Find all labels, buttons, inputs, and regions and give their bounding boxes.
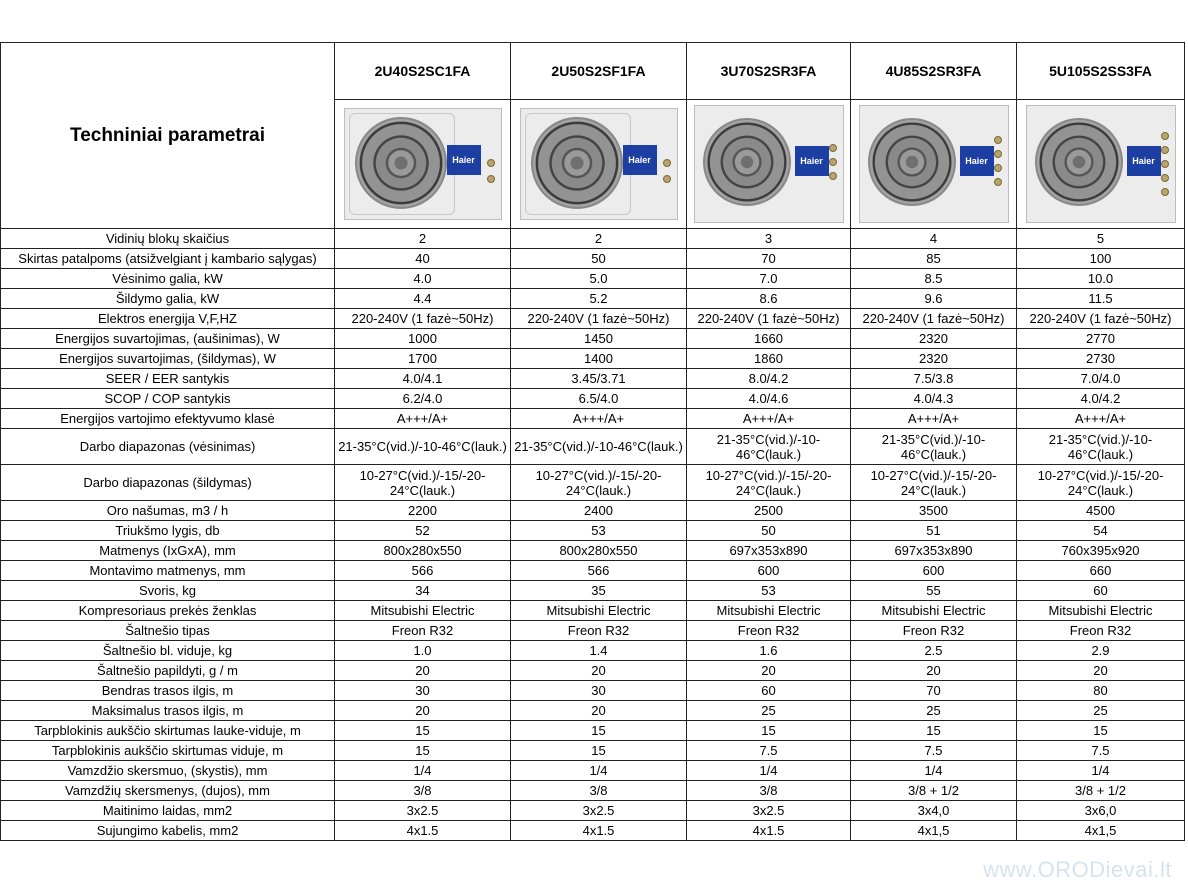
model-header-row xyxy=(1,43,1185,100)
parameter-value: 15 xyxy=(335,721,511,741)
parameter-value: 220-240V (1 fazė~50Hz) xyxy=(851,309,1017,329)
parameter-value: 1.0 xyxy=(335,641,511,661)
table-row xyxy=(1,389,1185,409)
parameter-label: Bendras trasos ilgis, m xyxy=(1,681,335,701)
parameter-value: 15 xyxy=(1017,721,1185,741)
parameter-value: 3.45/3.71 xyxy=(511,369,687,389)
parameter-value: Mitsubishi Electric xyxy=(1017,601,1185,621)
table-row xyxy=(1,661,1185,681)
table-row xyxy=(1,409,1185,429)
parameter-value: 10-27°C(vid.)/-15/-20-24°C(lauk.) xyxy=(687,465,851,501)
parameter-value: 4.0 xyxy=(335,269,511,289)
table-row xyxy=(1,561,1185,581)
parameter-value: 697x353x890 xyxy=(851,541,1017,561)
parameter-value: 3x2.5 xyxy=(335,801,511,821)
parameter-value: Mitsubishi Electric xyxy=(511,601,687,621)
table-row xyxy=(1,329,1185,349)
parameter-value: 1/4 xyxy=(335,761,511,781)
parameter-value: 3x4,0 xyxy=(851,801,1017,821)
parameter-value: A+++/A+ xyxy=(851,409,1017,429)
table-row xyxy=(1,465,1185,501)
parameter-value: 5.0 xyxy=(511,269,687,289)
table-row xyxy=(1,621,1185,641)
parameter-value: 3/8 xyxy=(335,781,511,801)
parameter-value: 15 xyxy=(851,721,1017,741)
parameter-value: 20 xyxy=(851,661,1017,681)
parameter-value: 3/8 + 1/2 xyxy=(851,781,1017,801)
table-row xyxy=(1,821,1185,841)
parameter-value: 7.0/4.0 xyxy=(1017,369,1185,389)
table-row xyxy=(1,681,1185,701)
parameter-label: Šaltnešio bl. viduje, kg xyxy=(1,641,335,661)
parameter-value: 4x1.5 xyxy=(687,821,851,841)
parameter-value: 10.0 xyxy=(1017,269,1185,289)
parameter-label: Sujungimo kabelis, mm2 xyxy=(1,821,335,841)
parameter-label: Skirtas patalpoms (atsižvelgiant į kambario sąlygas) xyxy=(1,249,335,269)
parameter-value: 85 xyxy=(851,249,1017,269)
outdoor-unit-image xyxy=(344,108,502,220)
parameter-value: Freon R32 xyxy=(335,621,511,641)
parameter-value: 4x1,5 xyxy=(851,821,1017,841)
parameter-value: 20 xyxy=(335,701,511,721)
parameter-value: 8.0/4.2 xyxy=(687,369,851,389)
parameter-value: 15 xyxy=(511,741,687,761)
parameter-value: A+++/A+ xyxy=(687,409,851,429)
parameter-label: Energijos vartojimo efektyvumo klasė xyxy=(1,409,335,429)
fan-icon xyxy=(355,117,447,209)
haier-logo: Haier xyxy=(795,146,829,176)
table-row xyxy=(1,541,1185,561)
parameter-label: Vamzdžio skersmuo, (skystis), mm xyxy=(1,761,335,781)
parameter-label: Triukšmo lygis, db xyxy=(1,521,335,541)
parameter-label: Tarpblokinis aukščio skirtumas lauke-viduje, m xyxy=(1,721,335,741)
table-row xyxy=(1,721,1185,741)
parameter-value: 25 xyxy=(1017,701,1185,721)
parameter-label: Oro našumas, m3 / h xyxy=(1,501,335,521)
parameter-value: 2200 xyxy=(335,501,511,521)
parameter-value: 4.0/4.6 xyxy=(687,389,851,409)
table-row xyxy=(1,641,1185,661)
parameter-value: 3500 xyxy=(851,501,1017,521)
parameter-value: Freon R32 xyxy=(511,621,687,641)
parameter-label: Šaltnešio tipas xyxy=(1,621,335,641)
parameter-value: 60 xyxy=(1017,581,1185,601)
outdoor-unit-image xyxy=(694,105,844,223)
parameter-label: Svoris, kg xyxy=(1,581,335,601)
parameter-value: 20 xyxy=(335,661,511,681)
parameter-value: 7.5 xyxy=(1017,741,1185,761)
parameter-value: 3/8 xyxy=(687,781,851,801)
fan-icon xyxy=(868,118,956,206)
parameter-value: 1000 xyxy=(335,329,511,349)
parameter-value: 566 xyxy=(511,561,687,581)
parameter-value: 20 xyxy=(511,701,687,721)
table-row xyxy=(1,501,1185,521)
parameter-label: Energijos suvartojimas, (aušinimas), W xyxy=(1,329,335,349)
parameter-value: 3x2.5 xyxy=(511,801,687,821)
parameter-value: 1/4 xyxy=(1017,761,1185,781)
parameter-value: 220-240V (1 fazė~50Hz) xyxy=(511,309,687,329)
model-name: 2U50S2SF1FA xyxy=(511,43,687,100)
product-image-cell xyxy=(687,100,851,229)
parameter-value: 2770 xyxy=(1017,329,1185,349)
parameter-value: 1660 xyxy=(687,329,851,349)
table-row xyxy=(1,581,1185,601)
parameter-value: A+++/A+ xyxy=(335,409,511,429)
table-row xyxy=(1,349,1185,369)
parameter-value: 660 xyxy=(1017,561,1185,581)
parameter-value: 3/8 xyxy=(511,781,687,801)
parameter-value: 1/4 xyxy=(687,761,851,781)
parameter-value: 54 xyxy=(1017,521,1185,541)
outdoor-unit-image xyxy=(859,105,1009,223)
parameter-label: Vidinių blokų skaičius xyxy=(1,229,335,249)
parameter-value: 4.0/4.2 xyxy=(1017,389,1185,409)
parameter-value: 10-27°C(vid.)/-15/-20-24°C(lauk.) xyxy=(511,465,687,501)
parameter-value: 1700 xyxy=(335,349,511,369)
parameter-value: 10-27°C(vid.)/-15/-20-24°C(lauk.) xyxy=(335,465,511,501)
parameter-value: 60 xyxy=(687,681,851,701)
parameter-value: 11.5 xyxy=(1017,289,1185,309)
parameter-value: 7.5 xyxy=(851,741,1017,761)
parameter-value: 4.4 xyxy=(335,289,511,309)
parameter-label: SEER / EER santykis xyxy=(1,369,335,389)
table-row xyxy=(1,249,1185,269)
parameter-value: Freon R32 xyxy=(1017,621,1185,641)
model-name: 2U40S2SC1FA xyxy=(335,43,511,100)
parameter-value: 25 xyxy=(851,701,1017,721)
parameter-value: 1/4 xyxy=(511,761,687,781)
parameter-value: 760x395x920 xyxy=(1017,541,1185,561)
model-name: 3U70S2SR3FA xyxy=(687,43,851,100)
fan-icon xyxy=(531,117,623,209)
parameter-value: 1.6 xyxy=(687,641,851,661)
parameter-label: Vėsinimo galia, kW xyxy=(1,269,335,289)
parameter-value: 10-27°C(vid.)/-15/-20-24°C(lauk.) xyxy=(1017,465,1185,501)
table-row xyxy=(1,781,1185,801)
parameter-value: 20 xyxy=(511,661,687,681)
parameter-value: 600 xyxy=(851,561,1017,581)
parameter-value: 40 xyxy=(335,249,511,269)
parameter-value: 15 xyxy=(511,721,687,741)
parameter-value: 1/4 xyxy=(851,761,1017,781)
parameter-value: 7.5 xyxy=(687,741,851,761)
parameter-value: Mitsubishi Electric xyxy=(687,601,851,621)
outdoor-unit-image xyxy=(520,108,678,220)
parameter-value: Mitsubishi Electric xyxy=(851,601,1017,621)
parameter-value: 4.0/4.3 xyxy=(851,389,1017,409)
parameter-value: 53 xyxy=(687,581,851,601)
table-row xyxy=(1,429,1185,465)
parameter-label: Tarpblokinis aukščio skirtumas viduje, m xyxy=(1,741,335,761)
product-image-cell xyxy=(335,100,511,229)
haier-logo: Haier xyxy=(623,145,657,175)
parameter-value: 2500 xyxy=(687,501,851,521)
parameter-label: Energijos suvartojimas, (šildymas), W xyxy=(1,349,335,369)
parameter-value: 15 xyxy=(335,741,511,761)
parameter-label: Maitinimo laidas, mm2 xyxy=(1,801,335,821)
parameter-value: 3x6,0 xyxy=(1017,801,1185,821)
parameter-value: 2320 xyxy=(851,349,1017,369)
product-image-cell xyxy=(511,100,687,229)
watermark: www.ORODievai.lt xyxy=(983,857,1172,882)
table-row xyxy=(1,521,1185,541)
parameter-value: 697x353x890 xyxy=(687,541,851,561)
model-name: 4U85S2SR3FA xyxy=(851,43,1017,100)
parameter-value: 25 xyxy=(687,701,851,721)
parameter-value: 10-27°C(vid.)/-15/-20-24°C(lauk.) xyxy=(851,465,1017,501)
parameter-value: 2.9 xyxy=(1017,641,1185,661)
parameter-value: 30 xyxy=(335,681,511,701)
parameter-label: Maksimalus trasos ilgis, m xyxy=(1,701,335,721)
parameter-value: 70 xyxy=(687,249,851,269)
parameter-value: 5 xyxy=(1017,229,1185,249)
parameter-value: 15 xyxy=(687,721,851,741)
parameter-value: 4x1.5 xyxy=(335,821,511,841)
parameter-value: 220-240V (1 fazė~50Hz) xyxy=(1017,309,1185,329)
parameter-value: 2 xyxy=(511,229,687,249)
parameter-label: Darbo diapazonas (šildymas) xyxy=(1,465,335,501)
table-row xyxy=(1,741,1185,761)
product-image-cell xyxy=(851,100,1017,229)
parameter-value: 50 xyxy=(511,249,687,269)
parameter-value: 3 xyxy=(687,229,851,249)
parameter-value: 8.5 xyxy=(851,269,1017,289)
parameter-label: Elektros energija V,F,HZ xyxy=(1,309,335,329)
parameter-value: 1.4 xyxy=(511,641,687,661)
table-row xyxy=(1,309,1185,329)
parameter-value: 100 xyxy=(1017,249,1185,269)
parameter-label: SCOP / COP santykis xyxy=(1,389,335,409)
parameter-value: 220-240V (1 fazė~50Hz) xyxy=(335,309,511,329)
parameter-value: 2730 xyxy=(1017,349,1185,369)
parameter-value: 21-35°C(vid.)/-10-46°C(lauk.) xyxy=(687,429,851,465)
parameter-value: 3x2.5 xyxy=(687,801,851,821)
model-name: 5U105S2SS3FA xyxy=(1017,43,1185,100)
parameter-value: 4.0/4.1 xyxy=(335,369,511,389)
parameter-value: 51 xyxy=(851,521,1017,541)
parameter-value: 4 xyxy=(851,229,1017,249)
parameter-label: Kompresoriaus prekės ženklas xyxy=(1,601,335,621)
table-row xyxy=(1,601,1185,621)
parameter-value: 34 xyxy=(335,581,511,601)
parameter-value: 20 xyxy=(687,661,851,681)
table-row xyxy=(1,369,1185,389)
parameter-value: 21-35°C(vid.)/-10-46°C(lauk.) xyxy=(1017,429,1185,465)
parameter-value: 20 xyxy=(1017,661,1185,681)
parameter-value: 1450 xyxy=(511,329,687,349)
parameter-value: 5.2 xyxy=(511,289,687,309)
table-row xyxy=(1,289,1185,309)
parameter-value: 2320 xyxy=(851,329,1017,349)
parameter-value: 21-35°C(vid.)/-10-46°C(lauk.) xyxy=(851,429,1017,465)
spec-table xyxy=(0,42,1185,841)
parameter-value: 600 xyxy=(687,561,851,581)
outdoor-unit-image xyxy=(1026,105,1176,223)
parameter-value: 7.5/3.8 xyxy=(851,369,1017,389)
parameter-label: Matmenys (IxGxA), mm xyxy=(1,541,335,561)
table-row xyxy=(1,761,1185,781)
parameter-value: 52 xyxy=(335,521,511,541)
fan-icon xyxy=(703,118,791,206)
parameter-value: 55 xyxy=(851,581,1017,601)
parameter-value: 3/8 + 1/2 xyxy=(1017,781,1185,801)
parameter-value: 9.6 xyxy=(851,289,1017,309)
parameter-value: Mitsubishi Electric xyxy=(335,601,511,621)
table-row xyxy=(1,269,1185,289)
parameter-value: 7.0 xyxy=(687,269,851,289)
parameter-value: 8.6 xyxy=(687,289,851,309)
parameter-value: 1400 xyxy=(511,349,687,369)
parameter-value: 70 xyxy=(851,681,1017,701)
parameter-value: 21-35°C(vid.)/-10-46°C(lauk.) xyxy=(511,429,687,465)
parameter-value: 6.5/4.0 xyxy=(511,389,687,409)
parameter-label: Darbo diapazonas (vėsinimas) xyxy=(1,429,335,465)
parameter-value: 6.2/4.0 xyxy=(335,389,511,409)
parameter-label: Šaltnešio papildyti, g / m xyxy=(1,661,335,681)
parameter-value: 21-35°C(vid.)/-10-46°C(lauk.) xyxy=(335,429,511,465)
parameter-value: 1860 xyxy=(687,349,851,369)
parameter-label: Montavimo matmenys, mm xyxy=(1,561,335,581)
parameter-value: 4500 xyxy=(1017,501,1185,521)
parameter-value: Freon R32 xyxy=(687,621,851,641)
fan-icon xyxy=(1035,118,1123,206)
table-row xyxy=(1,229,1185,249)
parameter-value: 566 xyxy=(335,561,511,581)
haier-logo: Haier xyxy=(1127,146,1161,176)
haier-logo: Haier xyxy=(960,146,994,176)
haier-logo: Haier xyxy=(447,145,481,175)
parameter-value: 4x1,5 xyxy=(1017,821,1185,841)
parameter-value: 80 xyxy=(1017,681,1185,701)
parameter-value: 2 xyxy=(335,229,511,249)
table-row xyxy=(1,701,1185,721)
parameter-value: 800x280x550 xyxy=(511,541,687,561)
parameter-label: Šildymo galia, kW xyxy=(1,289,335,309)
parameter-value: 2400 xyxy=(511,501,687,521)
parameter-value: Freon R32 xyxy=(851,621,1017,641)
parameter-value: 4x1.5 xyxy=(511,821,687,841)
parameter-value: 2.5 xyxy=(851,641,1017,661)
parameter-value: 220-240V (1 fazė~50Hz) xyxy=(687,309,851,329)
table-title: Techniniai parametrai xyxy=(1,43,335,229)
parameter-label: Vamzdžių skersmenys, (dujos), mm xyxy=(1,781,335,801)
parameter-value: 800x280x550 xyxy=(335,541,511,561)
parameter-value: 30 xyxy=(511,681,687,701)
parameter-value: 35 xyxy=(511,581,687,601)
parameter-value: 53 xyxy=(511,521,687,541)
table-row xyxy=(1,801,1185,821)
parameter-value: 50 xyxy=(687,521,851,541)
parameter-value: A+++/A+ xyxy=(1017,409,1185,429)
parameter-value: A+++/A+ xyxy=(511,409,687,429)
product-image-cell xyxy=(1017,100,1185,229)
